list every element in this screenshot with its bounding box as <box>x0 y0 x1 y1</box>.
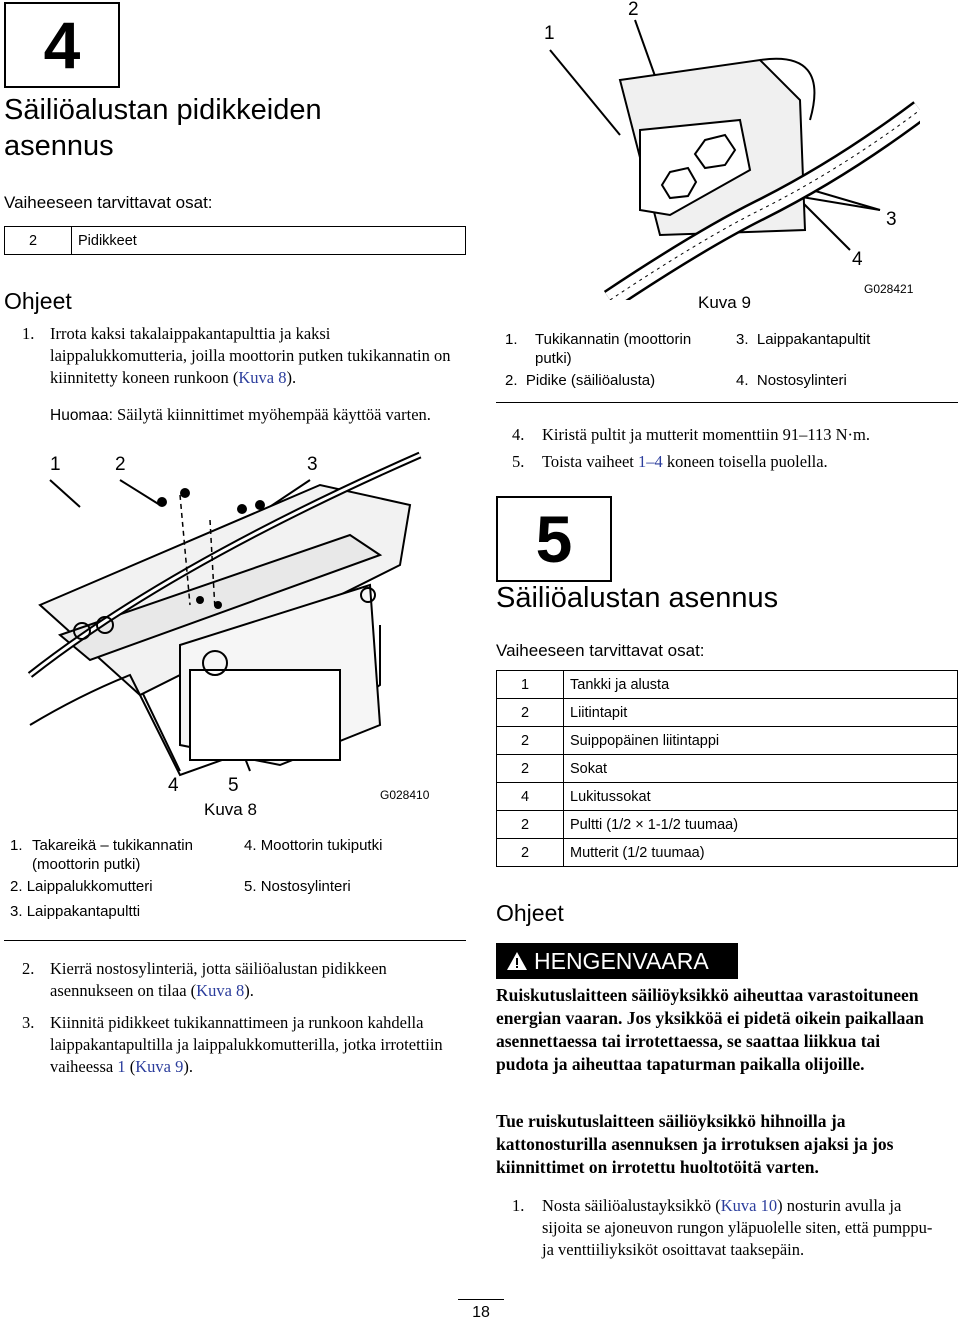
item-text: Kiristä pultit ja mutterit momenttiin 91–113 N·m. <box>542 425 870 444</box>
legend-number: 2. <box>505 372 518 389</box>
step-link[interactable]: 1 <box>117 1057 126 1076</box>
table-row <box>497 727 958 755</box>
part-qty: 1 <box>497 671 564 699</box>
warning-triangle-icon <box>506 951 528 971</box>
figure-label: Kuva 8 <box>204 800 257 819</box>
divider <box>496 402 958 403</box>
legend-number: 3. <box>10 903 23 920</box>
callout-4: 4 <box>168 775 179 796</box>
part-qty: 2 <box>497 839 564 867</box>
table-row <box>5 227 466 255</box>
figure-code: G028421 <box>864 282 914 296</box>
legend-number: 3. <box>736 331 749 348</box>
legend-number: 1. <box>10 837 23 854</box>
item-text-end: ). <box>286 368 297 387</box>
callout-3: 3 <box>307 454 318 475</box>
figure-label: Kuva 9 <box>698 293 751 312</box>
part-qty: 4 <box>497 783 564 811</box>
item-number: 3. <box>22 1013 35 1032</box>
figure-8-illustration <box>20 445 460 825</box>
legend-text: Laippakantapultit <box>756 331 871 348</box>
note <box>50 404 460 427</box>
divider <box>458 1299 504 1300</box>
table-row <box>497 699 958 727</box>
part-qty: 2 <box>497 755 564 783</box>
legend-item <box>505 371 655 390</box>
item-number: 5. <box>512 452 525 471</box>
list-item <box>512 1195 942 1261</box>
callout-1: 1 <box>544 23 555 44</box>
parts-table <box>4 226 466 255</box>
part-qty: 2 <box>5 227 72 255</box>
item-text-end: ). <box>183 1057 193 1076</box>
callout-2: 2 <box>628 0 639 20</box>
callout-5: 5 <box>228 775 239 796</box>
table-row <box>497 783 958 811</box>
item-text: Kierrä nostosylinteriä, jotta säiliöalustan pidikkeen asennukseen on tilaa ( <box>50 959 387 1000</box>
part-qty: 2 <box>497 699 564 727</box>
legend-text: Moottorin tukiputki <box>260 837 383 854</box>
legend-number: 4. <box>736 372 749 389</box>
part-name: Tankki ja alusta <box>564 671 958 699</box>
legend-text: Takareikä – tukikannatin (moottorin putki) <box>32 837 193 873</box>
warning-banner <box>496 943 738 979</box>
step-link[interactable]: 1–4 <box>637 452 663 471</box>
item-number: 1. <box>512 1196 525 1215</box>
list-item <box>512 451 952 473</box>
item-text-end: ). <box>244 981 254 1000</box>
legend-item <box>244 836 382 855</box>
legend-text: Nostosylinteri <box>756 372 847 389</box>
item-number: 4. <box>512 425 525 444</box>
step-title-line2: asennus <box>4 130 114 162</box>
figure-link[interactable]: Kuva 10 <box>720 1196 778 1215</box>
item-number: 1. <box>22 324 35 343</box>
step-title-line1: Säiliöalustan pidikkeiden <box>4 94 322 126</box>
legend-text: Nostosylinteri <box>260 878 351 895</box>
page-number: 18 <box>472 1304 490 1321</box>
part-name: Sokat <box>564 755 958 783</box>
callout-1: 1 <box>50 454 61 475</box>
warning-label: HENGENVAARA <box>534 948 709 974</box>
list-item <box>512 424 952 446</box>
part-name: Pultti (1/2 × 1-1/2 tuumaa) <box>564 811 958 839</box>
list-item <box>22 958 462 1002</box>
legend-number: 1. <box>505 331 518 348</box>
part-qty: 2 <box>497 811 564 839</box>
legend-text: Tukikannatin (moottorin putki) <box>535 331 692 367</box>
parts-table <box>496 670 958 867</box>
legend-number: 2. <box>10 878 23 895</box>
legend-item <box>10 902 140 921</box>
callout-2: 2 <box>115 454 126 475</box>
step-number-box <box>4 2 120 88</box>
parts-heading: Vaiheeseen tarvittavat osat: <box>4 193 213 212</box>
step-title: Säiliöalustan asennus <box>496 582 779 614</box>
item-text-end: koneen toisella puolella. <box>662 452 828 471</box>
callout-4: 4 <box>852 249 863 270</box>
item-text: Toista vaiheet <box>542 452 638 471</box>
legend-item <box>10 836 230 874</box>
part-name: Suippopäinen liitintappi <box>564 727 958 755</box>
legend-number: 4. <box>244 837 257 854</box>
list-item <box>22 323 462 389</box>
part-name: Liitintapit <box>564 699 958 727</box>
step-number-box <box>496 496 612 582</box>
procedure-heading: Ohjeet <box>496 900 564 926</box>
step-number: 4 <box>43 8 81 82</box>
callout-3: 3 <box>886 209 897 230</box>
parts-heading: Vaiheeseen tarvittavat osat: <box>496 641 705 660</box>
part-name: Lukitussokat <box>564 783 958 811</box>
legend-text: Pidike (säiliöalusta) <box>525 372 656 389</box>
item-number: 2. <box>22 959 35 978</box>
part-qty: 2 <box>497 727 564 755</box>
legend-item <box>736 371 847 390</box>
table-row <box>497 671 958 699</box>
warning-text: Ruiskutuslaitteen säiliöyksikkö aiheuttaa varastoituneen energian vaaran. Jos yksikköä ei pidetä oikein paikallaan asennettaessa tai irrotettaessa, se saattaa liikkua tai pudota ja aiheuttaa tapaturman paikalla olijoille. <box>496 985 924 1074</box>
note-text: Säilytä kiinnittimet myöhempää käyttöä varten. <box>112 405 431 424</box>
table-row <box>497 755 958 783</box>
item-text: Kiinnitä pidikkeet tukikannattimeen ja runkoon kahdella laippakantapultilla ja laippalukkomutterilla, jotka irrotettiin vaiheessa <box>50 1013 443 1076</box>
legend-number: 5. <box>244 878 257 895</box>
legend-text: Laippakantapultti <box>26 903 141 920</box>
item-text-mid: ( <box>125 1057 136 1076</box>
warning-instruction: Tue ruiskutuslaitteen säiliöyksikkö hihnoilla ja kattonosturilla asennuksen ja irrotuksen ajaksi ja jos kiinnittimet on irrotettu huoltotöitä varten. <box>496 1111 894 1177</box>
legend-item <box>244 877 351 896</box>
table-row <box>497 811 958 839</box>
figure-link[interactable]: Kuva 8 <box>238 368 287 387</box>
procedure-heading: Ohjeet <box>4 288 72 314</box>
list-item <box>22 1012 462 1078</box>
part-name: Mutterit (1/2 tuumaa) <box>564 839 958 867</box>
figure-link[interactable]: Kuva 9 <box>135 1057 184 1076</box>
legend-item <box>505 330 715 368</box>
legend-item <box>736 330 870 349</box>
part-name: Pidikkeet <box>72 227 466 255</box>
table-row <box>497 839 958 867</box>
figure-link[interactable]: Kuva 8 <box>196 981 245 1000</box>
step-title <box>4 92 322 164</box>
item-text-end: ) nosturin avulla ja sijoita se ajoneuvon rungon yläpuolelle siten, että pumppu- ja venttiiliyksiköt osoittavat taaksepäin. <box>542 1196 933 1259</box>
note-label: Huomaa: <box>50 407 113 424</box>
step-number: 5 <box>535 502 573 576</box>
item-text: Nosta säiliöalustayksikkö ( <box>542 1196 721 1215</box>
item-text: Irrota kaksi takalaippakantapulttia ja kaksi laippalukkomutteria, joilla moottorin putken tukikannatin on kiinnitetty koneen runkoon ( <box>50 324 451 387</box>
figure-code: G028410 <box>380 788 430 802</box>
divider <box>4 940 466 941</box>
legend-item <box>10 877 153 896</box>
legend-text: Laippalukkomutteri <box>26 878 153 895</box>
